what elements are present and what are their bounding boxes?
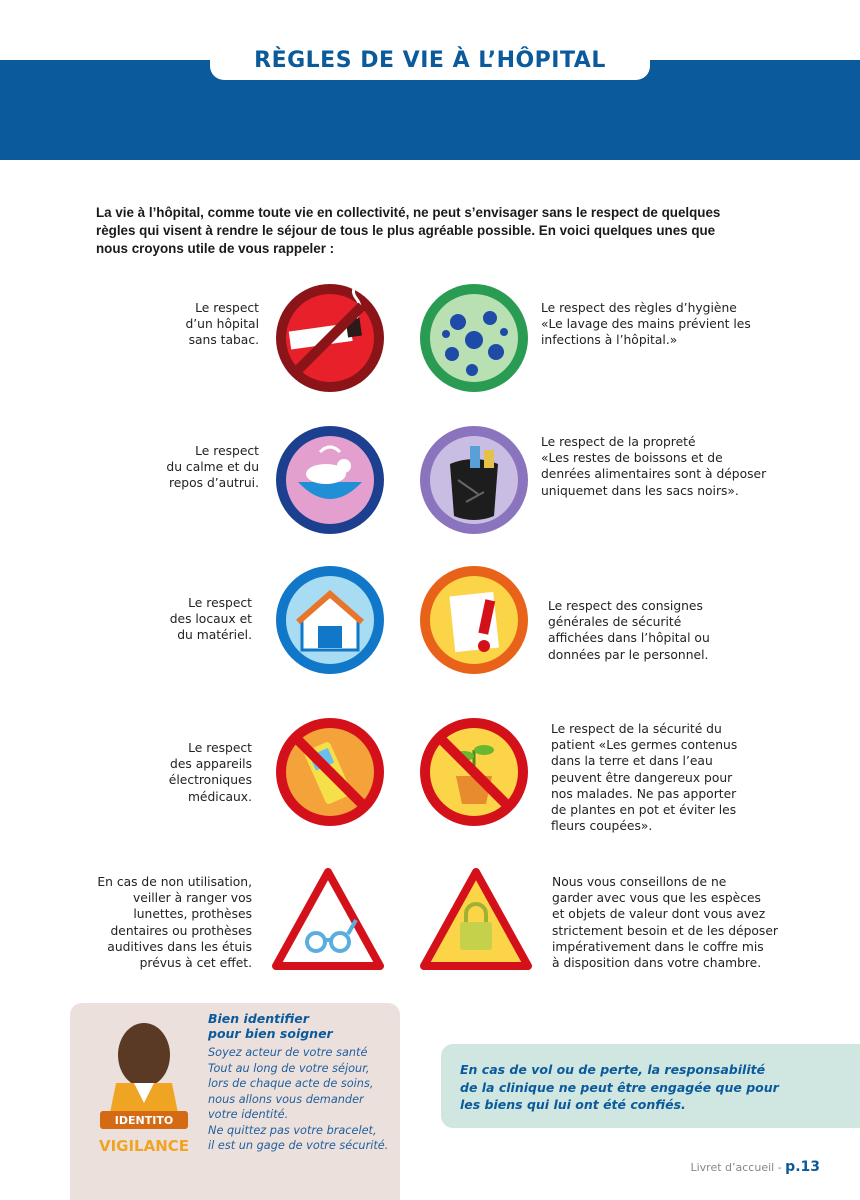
identity-body: Soyez acteur de votre santé Tout au long de votre séjour, lors de chaque acte de soins, nous allons vous demander votre identité. Ne quittez pas votre bracelet, il est un gage de votre sécurité. — [208, 1046, 389, 1152]
rule-prostheses-text: En cas de non utilisation, veiller à ranger vos lunettes, prothèses dentaires ou prothèses auditives dans les étuis prévus à cet effet. — [97, 875, 252, 971]
no-plants-icon — [418, 716, 530, 828]
logo-text-vigilance: VIGILANCE — [98, 1137, 190, 1155]
title-tab — [210, 40, 650, 80]
page-number: p.13 — [785, 1159, 820, 1175]
rule-safety-text: Le respect des consignes générales de sécurité affichées dans l’hôpital ou données par le personnel. — [548, 599, 710, 662]
rule-premises-text: Le respect des locaux et du matériel. — [169, 596, 252, 643]
footer-label: Livret d’accueil - — [690, 1161, 786, 1174]
no-mobile-phone-icon — [274, 716, 386, 828]
germs-hygiene-icon — [418, 282, 530, 394]
page-footer — [690, 1159, 820, 1175]
page-title: RÈGLES DE VIE À L’HÔPITAL — [254, 48, 606, 73]
no-smoking-icon — [274, 282, 386, 394]
rule-cleanliness-text: Le respect de la propreté «Les restes de boissons et de denrées alimentaires sont à déposer uniquemet dans les sacs noirs». — [541, 435, 767, 498]
rule-tobacco-text: Le respect d’un hôpital sans tabac. — [185, 301, 259, 348]
theft-notice-box — [441, 1044, 860, 1128]
identity-vigilance-box — [70, 1003, 400, 1200]
glasses-warning-icon — [272, 868, 384, 972]
rule-patient-safety-text: Le respect de la sécurité du patient «Les germes contenus dans la terre et dans l’eau peuvent être dangereux pour nos malades. Ne pas apporter de plantes en pot et éviter les fleurs coupées». — [551, 722, 738, 834]
rule-devices-text: Le respect des appareils électroniques médicaux. — [168, 741, 252, 804]
safety-warning-icon — [418, 564, 530, 676]
building-icon — [274, 564, 386, 676]
identity-heading: Bien identifier pour bien soigner — [208, 1011, 333, 1041]
identito-vigilance-logo — [86, 1013, 202, 1163]
rule-hygiene-text: Le respect des règles d’hygiène «Le lavage des mains prévient les infections à l’hôpital.» — [541, 301, 751, 348]
trash-bag-icon — [418, 424, 530, 536]
theft-notice-text: En cas de vol ou de perte, la responsabilité de la clinique ne peut être engagée que pour les biens qui lui ont été confiés. — [460, 1062, 779, 1112]
quiet-rest-icon — [274, 424, 386, 536]
logo-text-identito: IDENTITO — [114, 1114, 174, 1127]
rule-valuables-text: Nous vous conseillons de ne garder avec vous que les espèces et objets de valeur dont vous avez strictement besoin et de les déposer impérativement dans le coffre mis à disposition dans votre chambre. — [552, 875, 778, 971]
padlock-warning-icon — [420, 868, 532, 972]
rule-calm-text: Le respect du calme et du repos d’autrui. — [166, 444, 259, 491]
intro-paragraph: La vie à l’hôpital, comme toute vie en collectivité, ne peut s’envisager sans le respect de quelques règles qui visent à rendre le séjour de tous le plus agréable possible. En voici quelques unes que nous croyons utile de vous rappeler : — [96, 205, 721, 256]
